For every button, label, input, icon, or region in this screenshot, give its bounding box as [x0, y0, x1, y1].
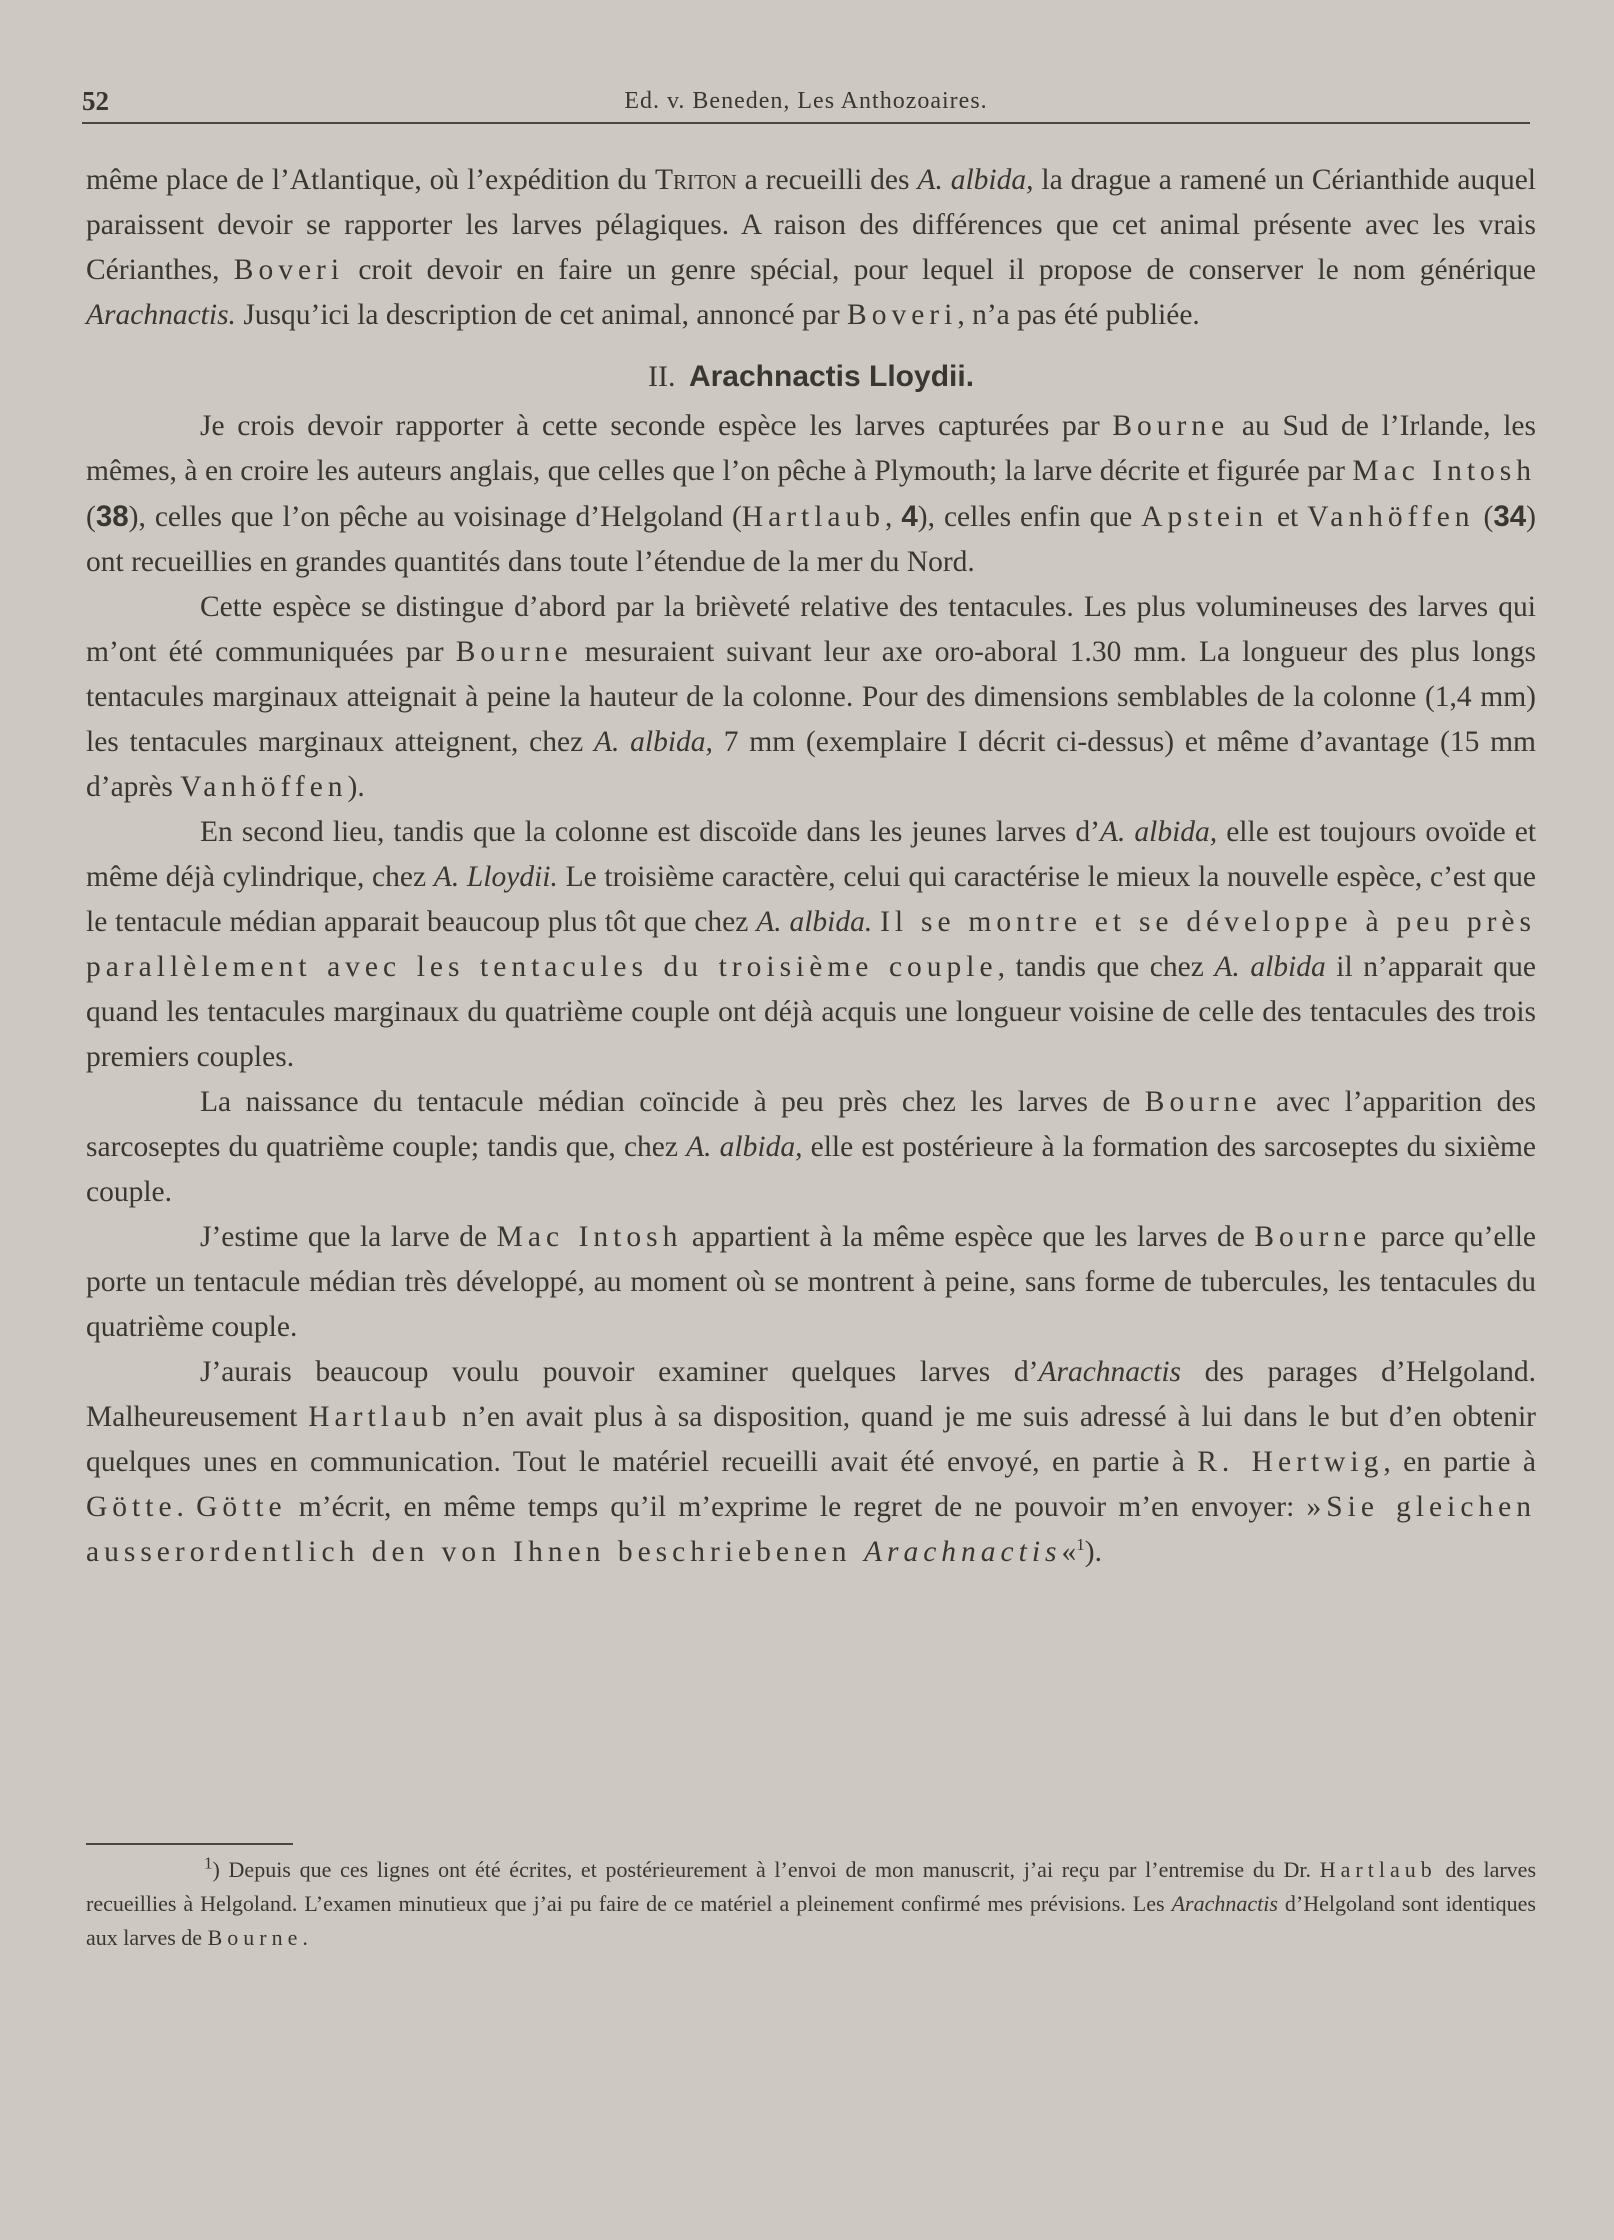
section-heading: [86, 358, 1536, 396]
species-name: A. albida: [1214, 951, 1326, 983]
author-name: Vanhöffen: [1307, 501, 1475, 533]
author-name: Hartlaub: [741, 501, 886, 533]
species-name: A. albida.: [756, 906, 873, 938]
reference-number: 4: [901, 500, 918, 533]
genus-name: Arachnactis: [1171, 1891, 1278, 1916]
species-name: A. albida,: [593, 726, 713, 758]
section-number: II.: [647, 360, 676, 393]
text-span: ) Depuis que ces lignes ont été écrites, et postérieurement à l’envoi de mon manuscrit, j’ai reçu par l’entremise du Dr.: [212, 1857, 1320, 1882]
genus-name: Arachnactis.: [86, 299, 236, 331]
text-span: .: [176, 1491, 197, 1523]
text-span: elle est postérieure à la formation des sarcoseptes du sixième couple.: [86, 1131, 1537, 1208]
text-span: a recueilli des: [736, 164, 918, 196]
author-name: Boveri: [847, 299, 958, 331]
paragraph-3: [86, 585, 1536, 810]
author-name: Götte: [196, 1491, 287, 1523]
text-span: des larves recueillies à Helgoland. L’examen minutieux que j’ai pu faire de ce matériel a pleinement confirmé mes prévisions. Les: [86, 1857, 1537, 1916]
main-text: [86, 158, 1536, 1575]
text-span: avec l’apparition des sarcoseptes du quatrième couple; tandis que, chez: [86, 1086, 1536, 1163]
page-number: 52: [82, 86, 109, 116]
emphasized-text: Il se montre et se développe à peu près parallèlement avec les tentacules du troisième couple: [86, 906, 1536, 983]
paragraph-2: [86, 404, 1536, 585]
text-span: la drague a ramené un Cérianthide auquel paraissent devoir se rapporter les larves pélagiques. A raison des différences que cet animal présente avec les vrais Cérianthes,: [86, 164, 1537, 286]
species-name: A. albida,: [1099, 816, 1218, 848]
text-span: des parages d’Helgoland. Malheureusement: [86, 1356, 1536, 1433]
footnote: [86, 1853, 1536, 1955]
text-span: ), celles enfin que: [917, 501, 1142, 533]
text-span: il n’apparait que quand les tentacules marginaux du quatrième couple ont déjà acquis une longueur voisine de celle des tentacules des trois premiers couples.: [86, 951, 1536, 1073]
text-span: .: [302, 1925, 308, 1950]
text-span: [872, 906, 880, 938]
author-name: Bourne: [207, 1925, 303, 1950]
genus-name: Arachnactis: [1038, 1356, 1181, 1388]
text-span: , tandis que chez: [997, 951, 1215, 983]
footnote-text: [86, 1853, 1536, 1955]
paragraph-7: [86, 1350, 1536, 1575]
paragraph-4: [86, 810, 1536, 1080]
text-span: elle est toujours ovoïde et même déjà cylindrique, chez: [86, 816, 1537, 893]
author-name: Hartlaub: [1319, 1857, 1437, 1882]
reference-number: 38: [95, 500, 129, 533]
text-span: ).: [347, 771, 365, 803]
author-name: Hartlaub: [308, 1401, 452, 1433]
text-span: J’estime que la larve de: [200, 1221, 497, 1253]
text-span: ) ont recueillies en grandes quantités dans toute l’étendue de la mer du Nord.: [86, 501, 1536, 578]
page-header: [82, 86, 1530, 124]
text-span: au Sud de l’Irlande, les mêmes, à en croire les auteurs anglais, que celles que l’on pêche à Plymouth; la larve décrite et figurée par: [86, 410, 1536, 487]
paragraph-1: [86, 158, 1536, 338]
text-span: ).: [1084, 1536, 1102, 1568]
text-span: Jusqu’ici la description de cet animal, annoncé par: [235, 299, 848, 331]
text-span: , n’a pas été publiée.: [957, 299, 1200, 331]
species-name: A. albida,: [686, 1131, 803, 1163]
reference-number: 34: [1493, 500, 1527, 533]
quotation: »Sie gleichen ausserordentlich den von Ihnen beschriebenen: [86, 1491, 1537, 1568]
text-span: (: [1474, 501, 1494, 533]
author-name: Bourne: [1144, 1086, 1262, 1118]
author-name: Mac Intosh: [1352, 455, 1537, 487]
text-span: ,: [885, 501, 902, 533]
author-name: Bourne: [1112, 410, 1230, 442]
section-title: Arachnactis Lloydii.: [688, 360, 975, 393]
ship-name: Triton: [654, 164, 737, 196]
text-span: appartient à la même espèce que les larves de: [682, 1221, 1255, 1253]
author-name: R. Hertwig: [1197, 1446, 1384, 1478]
text-span: 7 mm (exemplaire I décrit ci-dessus) et même d’avantage (15 mm d’après: [86, 726, 1536, 803]
running-title: Ed. v. Beneden, Les Anthozoaires.: [624, 88, 988, 114]
author-name: Vanhöffen: [180, 771, 348, 803]
text-span: Le troisième caractère, celui qui caractérise le mieux la nouvelle espèce, c’est que le tentacule médian apparait beaucoup plus tôt que chez: [86, 861, 1536, 938]
species-name: A. Lloydii.: [433, 861, 558, 893]
text-span: En second lieu, tandis que la colonne est discoïde dans les jeunes larves d’: [200, 816, 1100, 848]
text-span: parce qu’elle porte un tentacule médian très développé, au moment où se montrent à peine, sans forme de tubercules, les tentacules du quatrième couple.: [86, 1221, 1536, 1343]
text-span: croit devoir en faire un genre spécial, pour lequel il propose de conserver le nom générique: [344, 254, 1536, 286]
author-name: Boveri: [233, 254, 345, 286]
genus-name: Arachnactis: [863, 1536, 1062, 1568]
text-span: , en partie à: [1383, 1446, 1537, 1478]
text-span: mesuraient suivant leur axe oro-aboral 1.30 mm. La longueur des plus longs tentacules marginaux atteignait à peine la hauteur de la colonne. Pour des dimensions semblables de la colonne (1,4 mm) les tentacules marginaux atteignent, chez: [86, 636, 1536, 758]
quotation-end: «: [1061, 1536, 1077, 1568]
author-name: Mac Intosh: [496, 1221, 683, 1253]
paragraph-6: [86, 1215, 1536, 1350]
author-name: Götte: [86, 1491, 177, 1523]
text-span: Cette espèce se distingue d’abord par la brièveté relative des tentacules. Les plus volumineuses des larves qui m’ont été communiquées par: [86, 591, 1536, 668]
paragraph-5: [86, 1080, 1536, 1215]
text-span: et: [1267, 501, 1308, 533]
species-name: A. albida,: [917, 164, 1034, 196]
text-span: La naissance du tentacule médian coïncide à peu près chez les larves de: [200, 1086, 1145, 1118]
text-span: (: [86, 501, 96, 533]
text-span: Je crois devoir rapporter à cette seconde espèce les larves capturées par: [200, 410, 1113, 442]
text-span: n’en avait plus à sa disposition, quand je me suis adressé à lui dans le but d’en obtenir quelques unes en communication. Tout le matériel recueilli avait été envoyé, en partie à: [86, 1401, 1537, 1478]
footnote-number: 1: [204, 1853, 213, 1873]
text-span: m’écrit, en même temps qu’il m’exprime le regret de ne pouvoir m’en envoyer:: [286, 1491, 1307, 1523]
author-name: Apstein: [1141, 501, 1268, 533]
author-name: Bourne: [455, 636, 573, 668]
text-span: ), celles que l’on pêche au voisinage d’Helgoland (: [128, 501, 742, 533]
footnote-marker[interactable]: 1: [1076, 1535, 1085, 1555]
text-span: J’aurais beaucoup voulu pouvoir examiner quelques larves d’: [200, 1356, 1039, 1388]
text-span: même place de l’Atlantique, où l’expédition du: [86, 164, 655, 196]
author-name: Bourne: [1254, 1221, 1372, 1253]
text-span: d’Helgoland sont identiques aux larves de: [86, 1891, 1536, 1950]
footnote-separator: [86, 1843, 293, 1845]
